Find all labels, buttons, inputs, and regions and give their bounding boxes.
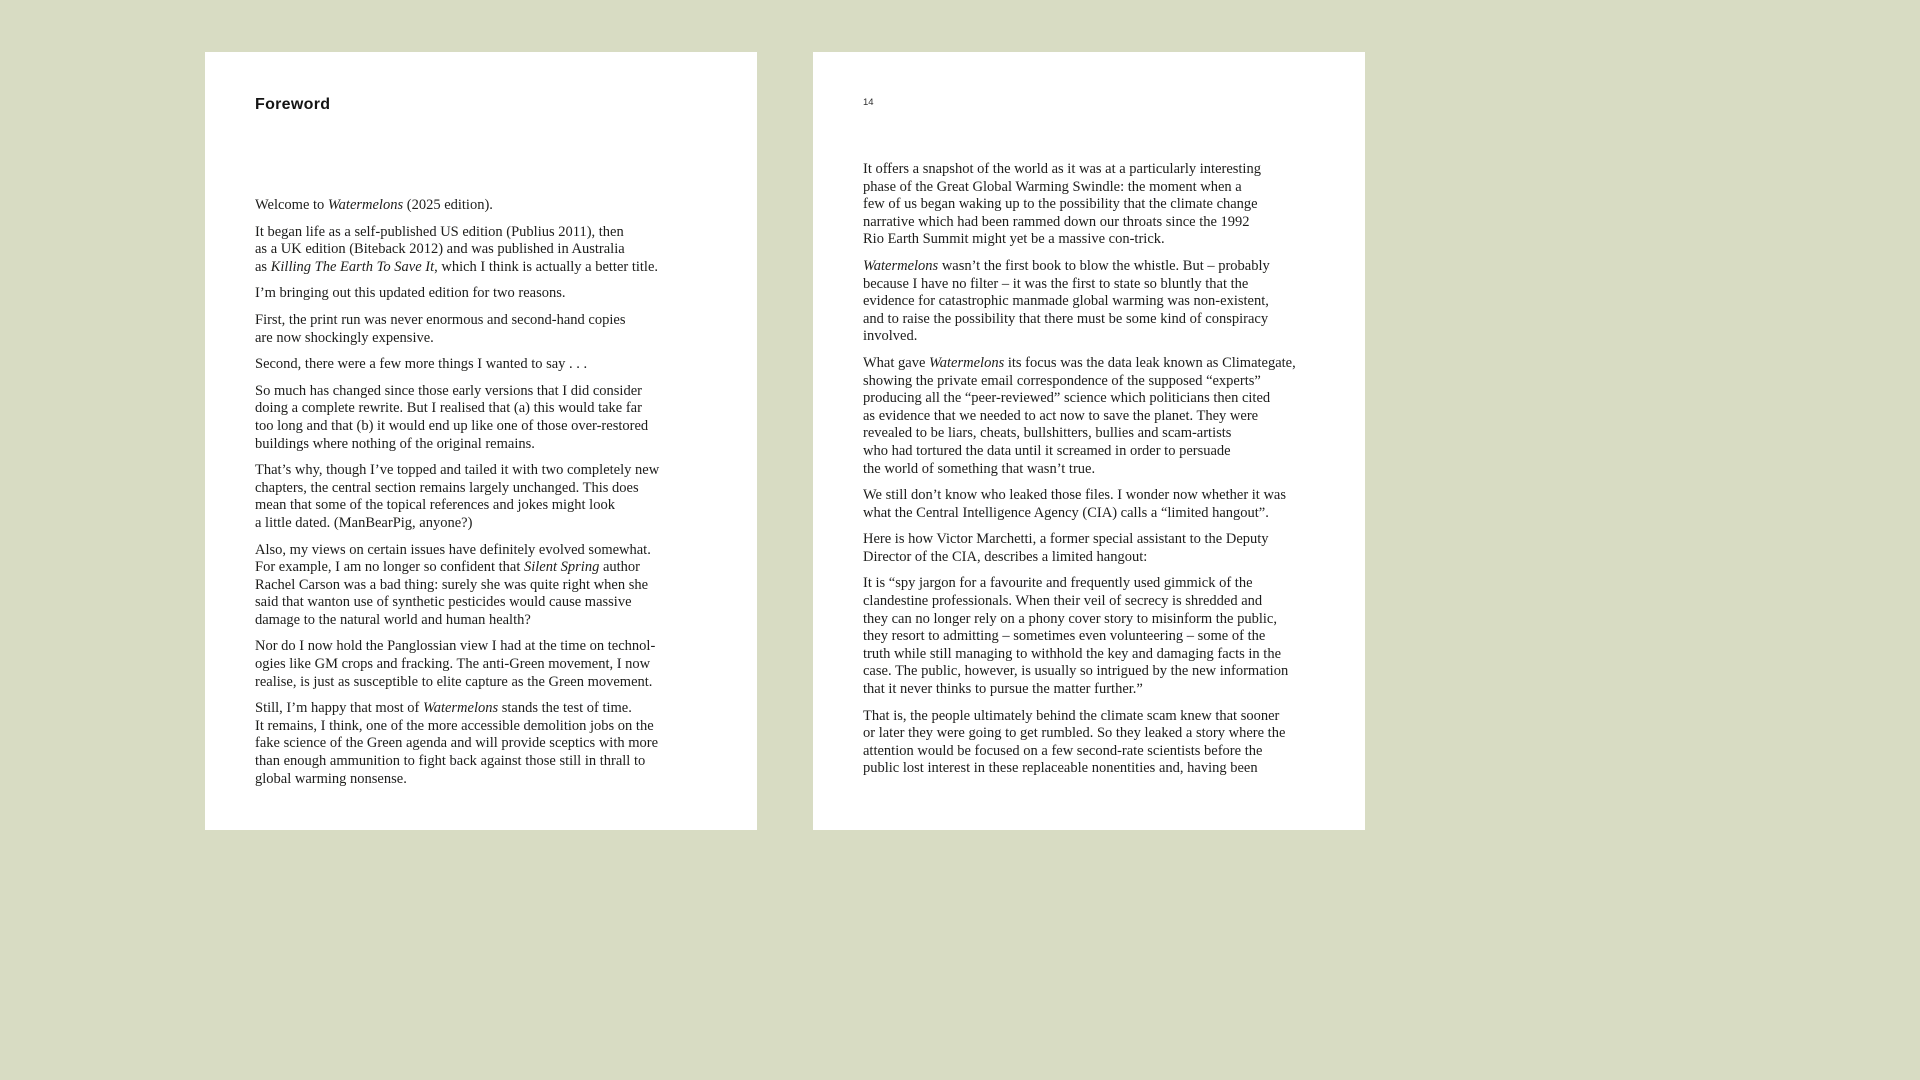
- right-page-text: [863, 161, 1333, 778]
- paragraph: It is “spy jargon for a favourite and frequently used gimmick of the clandestine professionals. When their veil of secrecy is shredded and they can no longer rely on a phony cover story to misinform the public, they resort to admitting – sometimes even volunteering – some of the truth while still managing to withhold the key and damaging facts in the case. The public, however, is usually so intrigued by the new information that it never thinks to pursue the matter further.”: [863, 575, 1289, 698]
- paragraph: What gave Watermelons its focus was the data leak known as Climategate, showing the private email correspondence of the supposed “experts” producing all the “peer-reviewed” science which politicians then cited as evidence that we needed to act now to save the planet. They were revealed to be liars, cheats, bullshitters, bullies and scam-artists who had tortured the data until it screamed in order to persuade the world of something that wasn’t true.: [863, 354, 1296, 477]
- paragraph: I’m bringing out this updated edition for two reasons.: [255, 285, 566, 302]
- paragraph: That is, the people ultimately behind the climate scam knew that sooner or later they were going to get rumbled. So they leaked a story where the attention would be focused on a few second-rate scientists before the public lost interest in these replaceable nonentities and, having been: [863, 707, 1286, 777]
- paragraph: Watermelons wasn’t the first book to blow the whistle. But – probably because I have no filter – it was the first to state so bluntly that the evidence for catastrophic manmade global warming was non-existent, and to raise the possibility that there must be some kind of conspiracy involved.: [863, 257, 1270, 345]
- page-number: 14: [863, 97, 874, 108]
- page-left-inner: [205, 52, 757, 788]
- paragraph: It began life as a self-published US edition (Publius 2011), then as a UK edition (Biteback 2012) and was published in Australia as Killing The Earth To Save It, which I think is actually a better title.: [255, 223, 659, 275]
- paragraph: Second, there were a few more things I wanted to say . . .: [255, 356, 588, 373]
- paragraph: Still, I’m happy that most of Watermelons stands the test of time. It remains, I think, one of the more accessible demolition jobs on the fake science of the Green agenda and will provide sceptics with more than enough ammunition to fight back against those still in thrall to global warming nonsense.: [255, 700, 659, 787]
- paragraph: Here is how Victor Marchetti, a former special assistant to the Deputy Director of the CIA, describes a limited hangout:: [863, 531, 1269, 565]
- paragraph: We still don’t know who leaked those files. I wonder now whether it was what the Central Intelligence Agency (CIA) calls a “limited hangout”.: [863, 487, 1287, 521]
- paragraph: So much has changed since those early versions that I did consider doing a complete rewrite. But I realised that (a) this would take far too long and that (b) it would end up like one of those over-restored buildings where nothing of the original remains.: [255, 382, 649, 452]
- left-page-text: [255, 197, 695, 788]
- paragraph: That’s why, though I’ve topped and tailed it with two completely new chapters, the central section remains largely unchanged. This does mean that some of the topical references and jokes might look a little dated. (ManBearPig, anyone?): [255, 462, 660, 531]
- paragraph: Nor do I now hold the Panglossian view I had at the time on technol- ogies like GM crops and fracking. The anti-Green movement, I now realise, is just as susceptible to elite capture as the Green movement.: [255, 638, 656, 690]
- paragraph: It offers a snapshot of the world as it was at a particularly interesting phase of the Great Global Warming Swindle: the moment when a few of us began waking up to the possibility that the climate change narrative which had been rammed down our throats since the 1992 Rio Earth Summit might yet be a massive con-trick.: [863, 161, 1261, 248]
- page-right: [813, 52, 1365, 830]
- chapter-heading: Foreword: [255, 96, 331, 113]
- page-left: [205, 52, 757, 830]
- paragraph: Welcome to Watermelons (2025 edition).: [255, 197, 493, 213]
- paragraph: Also, my views on certain issues have definitely evolved somewhat. For example, I am no longer so confident that Silent Spring author Rachel Carson was a bad thing: surely she was quite right when she said that wanton use of synthetic pesticides would cause massive damage to the natural world and human health?: [255, 541, 651, 628]
- page-right-inner: [813, 52, 1365, 778]
- paragraph: First, the print run was never enormous and second-hand copies are now shockingly expensive.: [255, 311, 626, 346]
